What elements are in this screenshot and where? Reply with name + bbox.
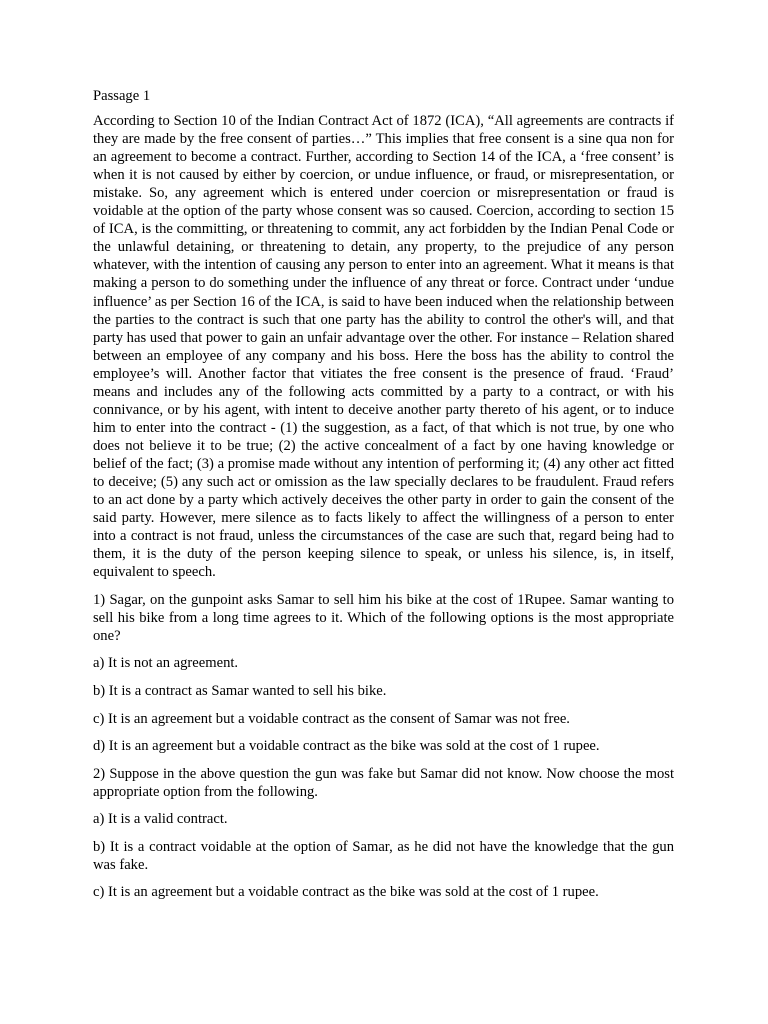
question-1	[93, 591, 674, 755]
answer-option: b) It is a contract as Samar wanted to sell his bike.	[93, 682, 387, 699]
question-text: 1) Sagar, on the gunpoint asks Samar to sell him his bike at the cost of 1Rupee. Samar wanting to sell his bike from a long time agrees to it. Which of the following options is the most appropriate one?	[93, 591, 674, 644]
document-page	[93, 87, 674, 911]
question-2	[93, 765, 674, 902]
question-text: 2) Suppose in the above question the gun was fake but Samar did not know. Now choose the most appropriate option from the following.	[93, 765, 674, 800]
passage-heading: Passage 1	[93, 88, 151, 104]
answer-option: c) It is an agreement but a voidable contract as the consent of Samar was not free.	[93, 710, 570, 727]
answer-option: b) It is a contract voidable at the option of Samar, as he did not have the knowledge that the gun was fake.	[93, 838, 674, 873]
answer-option: a) It is not an agreement.	[93, 655, 239, 672]
answer-option: c) It is an agreement but a voidable contract as the bike was sold at the cost of 1 rupee.	[93, 884, 599, 901]
passage-text: According to Section 10 of the Indian Contract Act of 1872 (ICA), “All agreements are contracts if they are made by the free consent of parties…” This implies that free consent is a sine qua non for an agreement to become a contract. Further, according to Section 14 of the ICA, a ‘free consent’ is when it is not caused by either by coercion, or undue influence, or fraud, or misrepresentation, or mistake. So, any agreement which is entered under coercion or misrepresentation or fraud is voidable at the option of the party whose consent was so caused. Coercion, according to section 15 of ICA, is the committing, or threatening to commit, any act forbidden by the Indian Penal Code or the unlawful detaining, or threatening to detain, any property, to the prejudice of any person whatever, with the intention of causing any person to enter into an agreement. What it means is that making a person to do something under the influence of any threat or force. Contract under ‘undue influence’ as per Section 16 of the ICA, is said to have been induced when the relationship between the parties to the contract is such that one party has the ability to control the other's will, and that party has used that power to gain an unfair advantage over the other. For instance – Relation shared between an employee of any company and his boss. Here the boss has the ability to control the employee’s will. Another factor that vitiates the free consent is the presence of fraud. ‘Fraud’ means and includes any of the following acts committed by a party to a contract, or with his connivance, or by his agent, with intent to deceive another party thereto of his agent, or to induce him to enter into the contract - (1) the suggestion, as a fact, of that which is not true, by one who does not believe it to be true; (2) the active concealment of a fact by one having knowledge or belief of the fact; (3) a promise made without any intention of performing it; (4) any other act fitted to deceive; (5) any such act or omission as the law specially declares to be fraudulent. Fraud refers to an act done by a party which actively deceives the other party in order to gain the consent of the said party. However, mere silence as to facts likely to affect the willingness of a person to enter into a contract is not fraud, unless the circumstances of the case are such that, regard being had to them, it is the duty of the person keeping silence to speak, or unless his silence, is, in itself, equivalent to speech.	[93, 113, 674, 581]
answer-option: a) It is a valid contract.	[93, 811, 228, 828]
answer-option: d) It is an agreement but a voidable contract as the bike was sold at the cost of 1 rupee.	[93, 738, 600, 755]
